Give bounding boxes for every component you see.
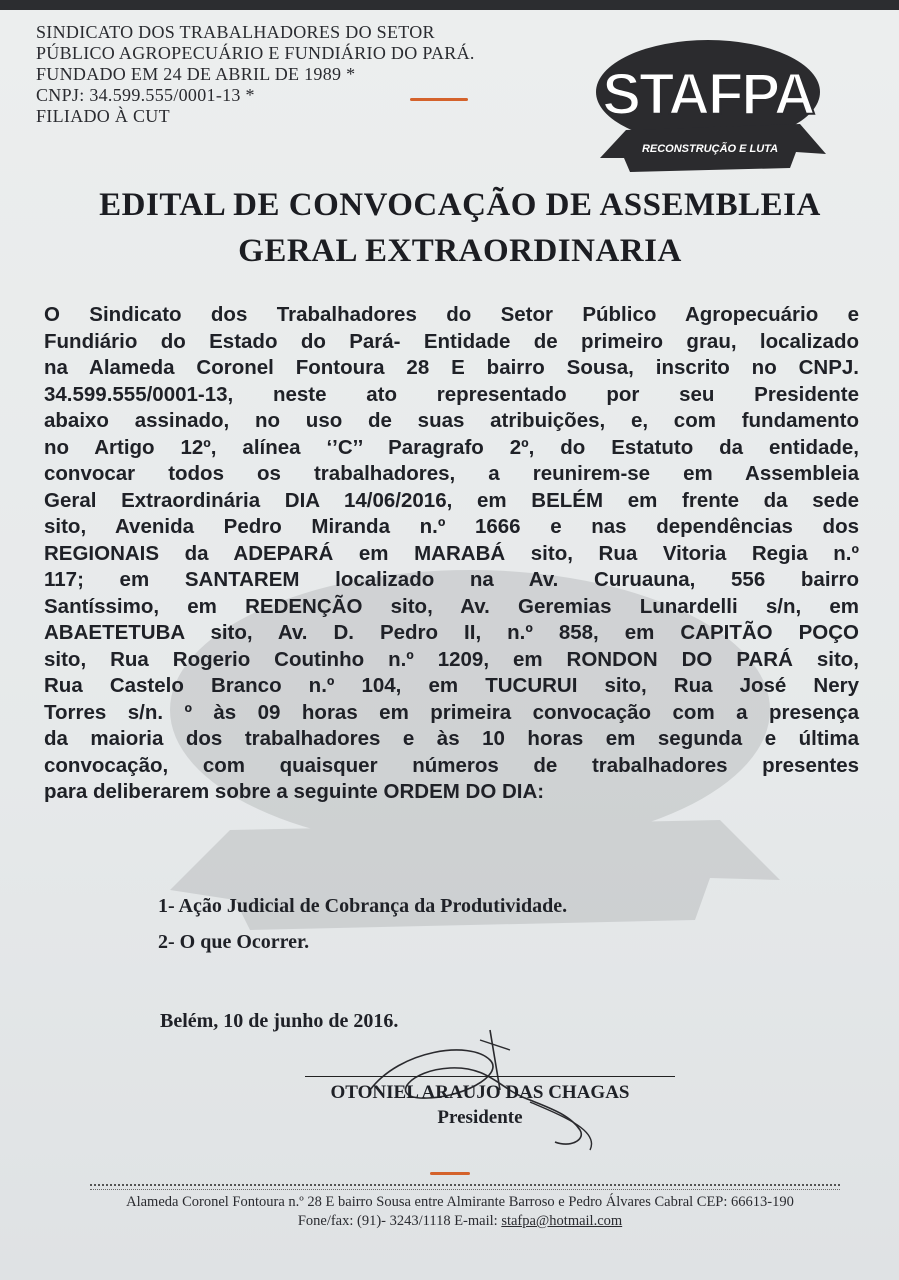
ink-mark: [430, 1172, 470, 1175]
body-line: Geral Extraordinária DIA 14/06/2016, em BELÉM em frente da sede: [44, 488, 859, 512]
document-title: [60, 182, 860, 274]
signer-role: Presidente: [437, 1107, 523, 1128]
body-line: Rua Castelo Branco n.º 104, em TUCURUI sito, Rua José Nery: [44, 674, 859, 697]
letterhead-line: SINDICATO DOS TRABALHADORES DO SETOR: [36, 22, 435, 42]
body-line: O Sindicato dos Trabalhadores do Setor Público Agropecuário e: [44, 303, 859, 326]
body-line: sito, Rua Rogerio Coutinho n.º 1209, em RONDON DO PARÁ sito,: [44, 647, 859, 671]
letterhead-line: FILIADO À CUT: [36, 106, 170, 126]
letterhead-line: FUNDADO EM 24 DE ABRIL DE 1989 *: [36, 64, 356, 84]
date-line: Belém, 10 de junho de 2016.: [160, 1010, 399, 1032]
signer-block: [305, 1080, 655, 1130]
body-line: sito, Avenida Pedro Miranda n.º 1666 e nas dependências dos: [44, 515, 859, 538]
footer-divider: [90, 1184, 840, 1186]
scan-edge: [0, 0, 899, 10]
body-line: ABAETETUBA sito, Av. D. Pedro II, n.º 858, em CAPITÃO POÇO: [44, 621, 859, 644]
footer-contact: [60, 1212, 860, 1231]
body-line: REGIONAIS da ADEPARÁ em MARABÁ sito, Rua Vitoria Regia n.º: [44, 541, 859, 565]
notice-body: [44, 302, 859, 806]
body-line: Torres s/n. º às 09 horas em primeira convocação com a presença: [44, 700, 859, 724]
title-line: EDITAL DE CONVOCAÇÃO DE ASSEMBLEIA: [99, 187, 821, 223]
signature-line: [305, 1076, 675, 1077]
body-line: da maioria dos trabalhadores e às 10 horas em segunda e última: [44, 727, 859, 750]
body-line: 117; em SANTAREM localizado na Av. Curuauna, 556 bairro: [44, 568, 859, 591]
body-line: abaixo assinado, no uso de suas atribuições, e, com fundamento: [44, 409, 859, 432]
agenda-item: 2- O que Ocorrer.: [158, 931, 310, 953]
footer-divider: [90, 1189, 840, 1190]
body-line: 34.599.555/0001-13, neste ato representado por seu Presidente: [44, 382, 859, 406]
footer-address: Alameda Coronel Fontoura n.º 28 E bairro Sousa entre Almirante Barroso e Pedro Álvares Cabral CEP: 66613-190: [126, 1194, 794, 1210]
body-line: Fundiário do Estado do Pará- Entidade de primeiro grau, localizado: [44, 329, 859, 353]
svg-text:RECONSTRUÇÃO E LUTA: RECONSTRUÇÃO E LUTA: [641, 143, 779, 155]
letterhead-line: CNPJ: 34.599.555/0001-13 *: [36, 85, 255, 105]
body-line: convocar todos os trabalhadores, a reunirem-se em Assembleia: [44, 462, 859, 485]
stafpa-logo: [590, 30, 830, 180]
agenda-item: 1- Ação Judicial de Cobrança da Produtividade.: [158, 895, 568, 917]
letterhead-line: PÚBLICO AGROPECUÁRIO E FUNDIÁRIO DO PARÁ.: [36, 43, 475, 63]
footer-email: stafpa@hotmail.com: [501, 1213, 623, 1229]
footer: [60, 1193, 860, 1231]
title-line: GERAL EXTRAORDINARIA: [238, 233, 682, 269]
ink-mark: [410, 98, 468, 101]
svg-text:STAFPA: STAFPA: [602, 62, 814, 127]
body-line: convocação, com quaisquer números de trabalhadores presentes: [44, 753, 859, 777]
body-line: na Alameda Coronel Fontoura 28 E bairro Sousa, inscrito no CNPJ.: [44, 356, 859, 379]
body-line: Santíssimo, em REDENÇÃO sito, Av. Geremias Lunardelli s/n, em: [44, 594, 859, 618]
signer-name: OTONIEL ARAUJO DAS CHAGAS: [330, 1082, 630, 1103]
agenda-list: [158, 888, 567, 960]
footer-phone: Fone/fax: (91)- 3243/1118 E-mail:: [297, 1213, 502, 1229]
body-line: para deliberarem sobre a seguinte ORDEM DO DIA:: [44, 780, 545, 803]
body-line: no Artigo 12º, alínea ‘’C’’ Paragrafo 2º, do Estatuto da entidade,: [44, 435, 859, 459]
letterhead: [36, 22, 576, 127]
